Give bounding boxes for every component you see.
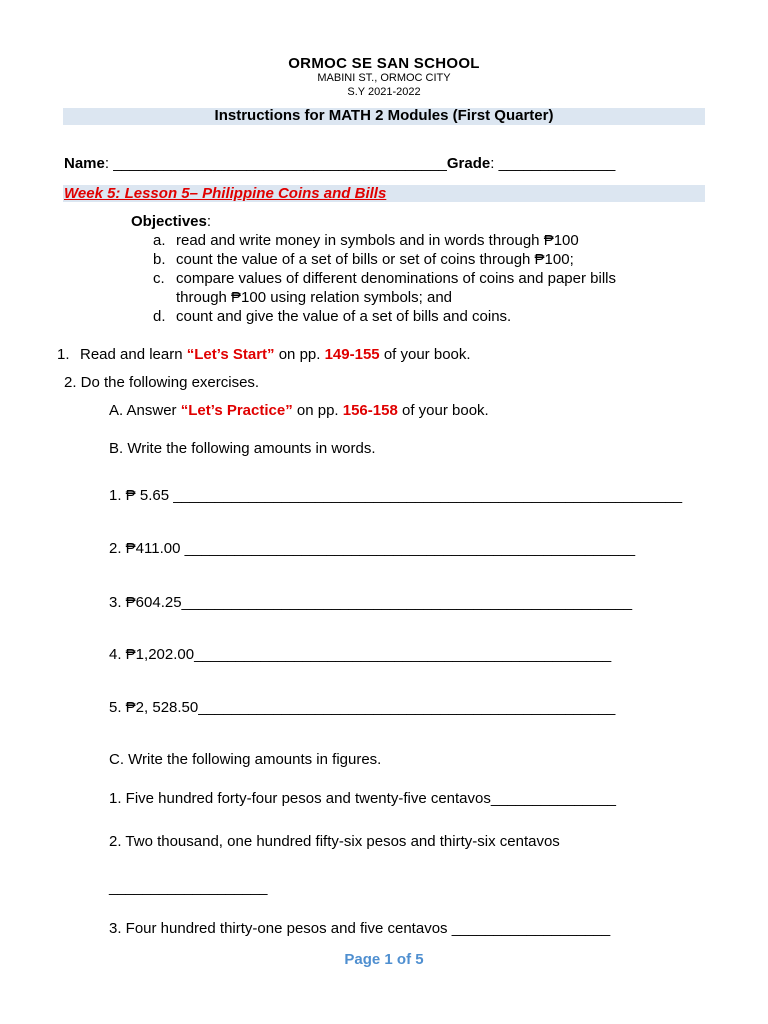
step-1 <box>57 346 471 363</box>
step-1-pre: Read and learn <box>80 346 187 363</box>
objective-letter: c. <box>153 270 165 287</box>
name-grade-line <box>64 155 615 172</box>
part-b-item: 3. ₱604.25______________________________________________________ <box>109 594 633 611</box>
part-a-post: of your book. <box>397 402 489 419</box>
objective-text: through ₱100 using relation symbols; and <box>176 289 453 306</box>
part-a-mid: on pp. <box>292 402 343 419</box>
part-a <box>109 402 489 419</box>
part-b-item: 1. ₱ 5.65 _____________________________________________________________ <box>109 487 683 504</box>
part-a-pre: A. Answer <box>109 402 181 419</box>
name-blank: : ________________________________________ <box>104 155 447 172</box>
objective-text: count and give the value of a set of bills and coins. <box>176 308 512 325</box>
objective-letter: d. <box>153 308 166 325</box>
name-label: Name <box>64 155 105 172</box>
part-c-item: 1. Five hundred forty-four pesos and twenty-five centavos_______________ <box>109 790 616 807</box>
school-name: ORMOC SE SAN SCHOOL <box>288 55 480 72</box>
step-1-number: 1. <box>57 346 70 363</box>
step-2: 2. Do the following exercises. <box>64 374 260 391</box>
step-1-mid: on pp. <box>274 346 325 363</box>
objective-letter: a. <box>153 232 166 249</box>
part-b-item: 5. ₱2, 528.50__________________________________________________ <box>109 699 616 716</box>
part-b-heading: B. Write the following amounts in words. <box>109 440 376 457</box>
instructions-title: Instructions for MATH 2 Modules (First Quarter) <box>214 107 554 124</box>
school-address: MABINI ST., ORMOC CITY <box>317 72 451 84</box>
part-c-item: 3. Four hundred thirty-one pesos and five centavos ___________________ <box>109 920 611 937</box>
part-b-item: 4. ₱1,202.00__________________________________________________ <box>109 646 612 663</box>
part-c-heading: C. Write the following amounts in figures. <box>109 751 382 768</box>
lets-practice-pages: 156-158 <box>342 402 398 419</box>
objective-item <box>153 251 574 268</box>
part-c-answer-blank: ___________________ <box>109 879 268 896</box>
part-b-item: 2. ₱411.00 ______________________________________________________ <box>109 540 636 557</box>
objective-item <box>153 232 579 249</box>
step-1-post: of your book. <box>379 346 471 363</box>
lets-start-label: “Let’s Start” <box>186 346 275 363</box>
objective-item-continued <box>153 289 452 306</box>
grade-label: Grade <box>446 155 491 172</box>
grade-blank: : ______________ <box>490 155 616 172</box>
objective-text: count the value of a set of bills or set of coins through ₱100; <box>176 251 574 268</box>
lets-practice-label: “Let’s Practice” <box>180 402 293 419</box>
objective-letter: b. <box>153 251 166 268</box>
lets-start-pages: 149-155 <box>324 346 380 363</box>
objective-text: compare values of different denominations of coins and paper bills <box>176 270 616 287</box>
week-lesson-title: Week 5: Lesson 5– Philippine Coins and Bills <box>64 185 387 202</box>
page-number: Page 1 of 5 <box>344 951 424 968</box>
objective-text: read and write money in symbols and in words through ₱100 <box>176 232 579 249</box>
part-c-item: 2. Two thousand, one hundred fifty-six pesos and thirty-six centavos <box>109 833 560 850</box>
objective-item <box>153 308 511 325</box>
objectives-heading <box>131 213 211 230</box>
school-year: S.Y 2021-2022 <box>347 86 421 98</box>
objectives-label: Objectives <box>131 213 207 230</box>
objectives-colon: : <box>206 213 212 230</box>
objective-item <box>153 270 616 287</box>
